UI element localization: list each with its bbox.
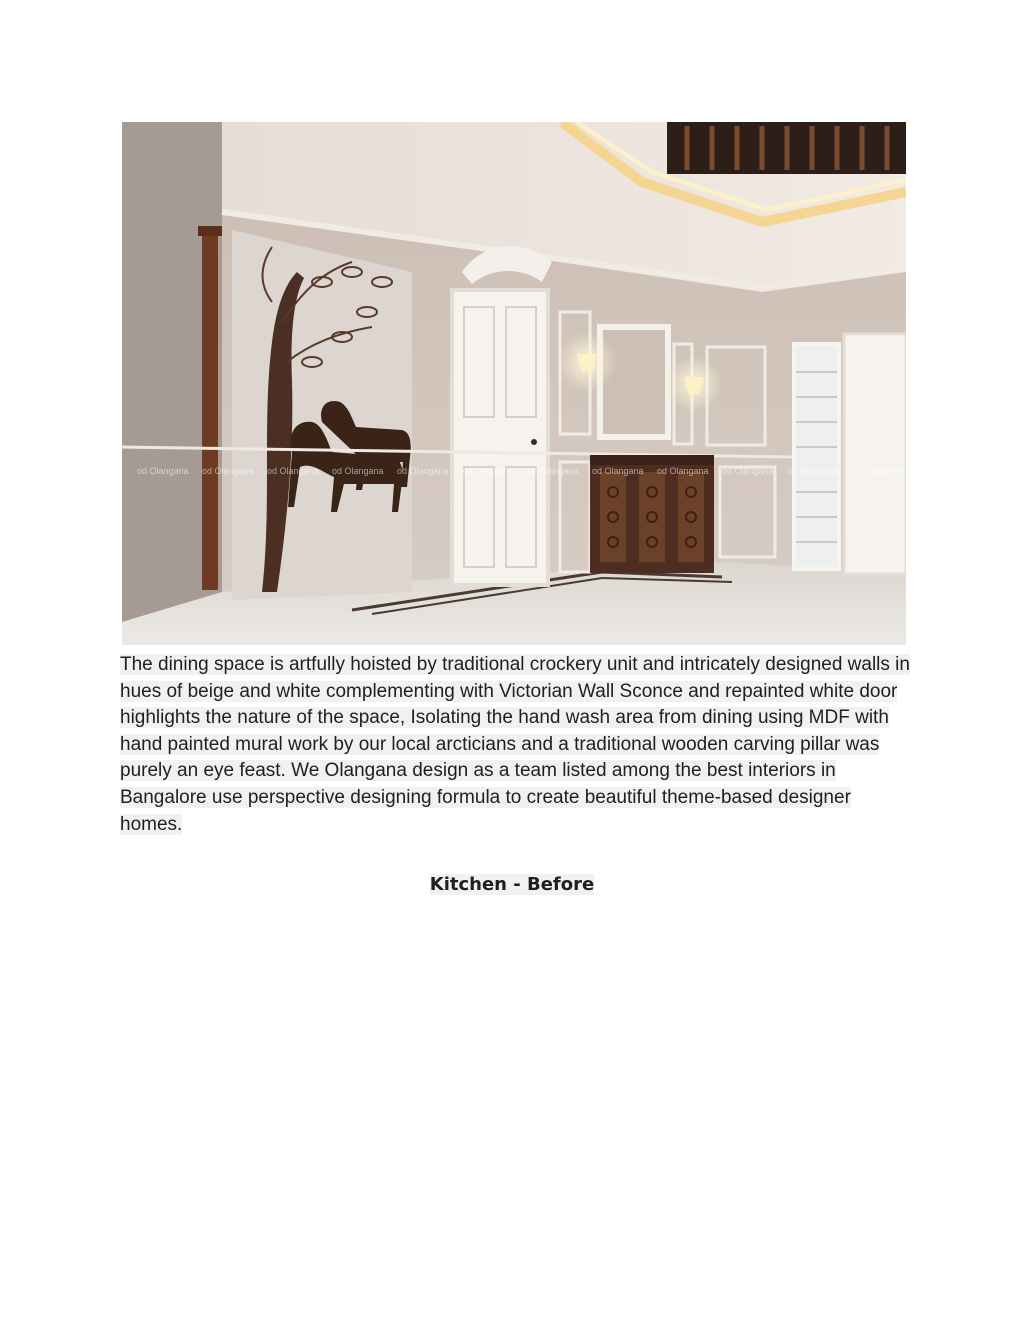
svg-text:od Olangana: od Olangana [787,466,839,476]
section-heading-text: Kitchen - Before [429,874,595,895]
wooden-pillar [202,230,218,590]
window [794,344,839,569]
svg-text:od Olangana: od Olangana [267,466,319,476]
svg-text:od Olangana: od Olangana [852,466,904,476]
white-door [452,290,548,585]
dining-room-illustration [122,122,906,645]
svg-text:od Olangana: od Olangana [462,466,514,476]
caption-paragraph [120,652,910,838]
caption-text: The dining space is artfully hoisted by traditional crockery unit and intricately designed walls in hues of beige and white complementing with Victorian Wall Sconce and repainted white door highlights the nature of the space, Isolating the hand wash area from dining using MDF with hand painted mural work by our local arcticians and a traditional wooden carving pillar was purely an eye feast. We Olangana design as a team listed among the best interiors in Bangalore use perspective designing formula to create beautiful theme-based designer homes. [120,654,910,835]
svg-text:od Olangana: od Olangana [202,466,254,476]
svg-text:od Olangana: od Olangana [592,466,644,476]
right-door [844,334,906,574]
section-heading [0,872,1024,898]
svg-text:od Olangana: od Olangana [137,466,189,476]
svg-text:od Olangana: od Olangana [527,466,579,476]
svg-text:od Olangana: od Olangana [332,466,384,476]
svg-text:od Olangana: od Olangana [722,466,774,476]
svg-text:od Olangana: od Olangana [657,466,709,476]
dining-room-photo [122,122,906,645]
svg-text:od Olangana: od Olangana [397,466,449,476]
